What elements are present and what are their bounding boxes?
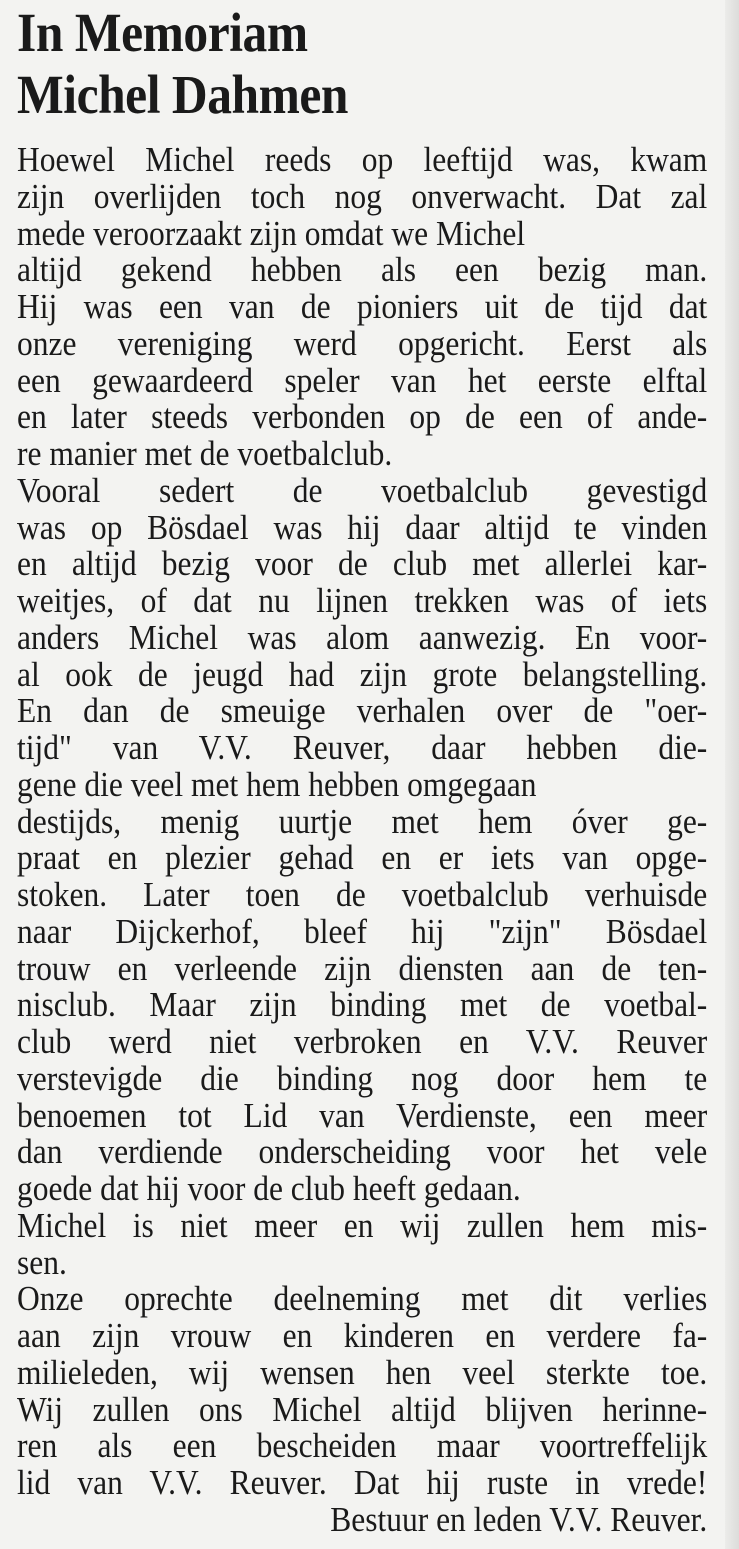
text-line-content: gene die veel met hem hebben omgegaan (17, 764, 537, 804)
text-line (17, 1428, 707, 1465)
text-line (17, 1134, 707, 1171)
text-line-content: destijds, menig uurtje met hem óver ge- (17, 801, 708, 841)
text-line (17, 840, 707, 877)
text-line (17, 142, 707, 179)
text-line-content: mede veroorzaakt zijn omdat we Michel (17, 213, 526, 253)
text-line (17, 213, 707, 253)
text-line-content: nisclub. Maar zijn binding met de voetbal- (17, 985, 708, 1025)
text-line (17, 801, 708, 841)
text-line (17, 764, 707, 804)
text-line-content: Michel is niet meer en wij zullen hem mis- (17, 1205, 708, 1245)
text-line (17, 1389, 708, 1429)
text-line (17, 399, 707, 436)
title-line-1: In Memoriam (17, 2, 308, 63)
text-line (17, 360, 708, 400)
text-line (17, 1205, 708, 1245)
text-line-content: dan verdiende onderscheiding voor het vele (17, 1132, 708, 1172)
text-line-content: ren als een bescheiden maar voortreffelijk (17, 1426, 708, 1466)
text-line-content: Vooral sedert de voetbalclub gevestigd (17, 470, 708, 510)
text-line-content: En dan de smeuige verhalen over de "oer- (17, 691, 708, 731)
text-line-content: al ook de jeugd had zijn grote belangstelling. (17, 654, 708, 694)
text-line-content: Wij zullen ons Michel altijd blijven herinne- (17, 1389, 708, 1429)
page-edge-shadow (725, 0, 739, 1549)
text-line-content: sen. (17, 1242, 67, 1282)
text-line (17, 252, 707, 289)
text-line (17, 323, 708, 363)
text-line-content: was op Bösdael was hij daar altijd te vinden (17, 507, 708, 547)
text-line (17, 583, 707, 620)
text-line (17, 289, 707, 326)
text-line-content: benoemen tot Lid van Verdienste, een meer (17, 1095, 708, 1135)
text-line-content: praat en plezier gehad en er iets van opge- (17, 838, 708, 878)
text-line (17, 176, 708, 216)
text-line-content: stoken. Later toen de voetbalclub verhuisde (17, 875, 708, 914)
text-line (17, 730, 707, 767)
text-line (17, 1465, 707, 1502)
text-line-content: altijd gekend hebben als een bezig man. (17, 250, 708, 290)
text-line-content: Hij was een van de pioniers uit de tijd dat (17, 287, 708, 326)
text-line (17, 1171, 707, 1208)
text-line (17, 1095, 708, 1135)
text-line-content: onze vereniging werd opgericht. Eerst als (17, 323, 708, 363)
text-line-content: Hoewel Michel reeds op leeftijd was, kwam (17, 140, 708, 179)
text-line (17, 654, 708, 694)
text-line (17, 1058, 708, 1098)
text-line (17, 987, 707, 1024)
text-line-content: trouw en verleende zijn diensten aan de ten- (17, 948, 708, 988)
title-line-2: Michel Dahmen (17, 64, 348, 125)
text-line (17, 546, 707, 583)
text-line (17, 1352, 708, 1392)
text-line-content: en altijd bezig voor de club met allerlei kar- (17, 544, 708, 584)
text-line-content: weitjes, of dat nu lijnen trekken was of iets (17, 581, 708, 620)
text-line (17, 911, 708, 951)
text-line (17, 693, 707, 730)
text-line (17, 948, 708, 988)
text-line (17, 877, 707, 914)
text-line-content: naar Dijckerhof, bleef hij "zijn" Bösdael (17, 911, 708, 951)
text-line-content: lid van V.V. Reuver. Dat hij ruste in vrede! (17, 1463, 708, 1502)
text-line (17, 1318, 707, 1355)
text-line-content: verstevigde die binding nog door hem te (17, 1058, 708, 1098)
text-line-content: anders Michel was alom aanwezig. En voor- (17, 617, 708, 657)
text-line (17, 507, 708, 547)
text-line-content: aan zijn vrouw en kinderen en verdere fa- (17, 1316, 708, 1355)
text-line-content: club werd niet verbroken en V.V. Reuver (17, 1022, 708, 1061)
text-line (17, 436, 707, 473)
text-line (17, 1281, 707, 1318)
text-line-content: tijd" van V.V. Reuver, daar hebben die- (17, 728, 708, 767)
text-line (17, 617, 708, 657)
text-line (17, 470, 708, 510)
text-line (17, 1024, 707, 1061)
text-line-content: Onze oprechte deelneming met dit verlies (17, 1279, 708, 1319)
text-line-content: en later steeds verbonden op de een of ande- (17, 397, 708, 437)
text-line-content: milieleden, wij wensen hen veel sterkte toe. (17, 1352, 708, 1392)
signature-text: Bestuur en leden V.V. Reuver. (330, 1499, 708, 1539)
article-body (17, 142, 707, 1539)
article-title (17, 2, 348, 126)
text-line-content: goede dat hij voor de club heeft gedaan. (17, 1169, 521, 1208)
text-line-content: re manier met de voetbalclub. (17, 434, 393, 473)
text-line (17, 1242, 707, 1282)
signature (17, 1499, 708, 1539)
text-line-content: zijn overlijden toch nog onverwacht. Dat zal (17, 176, 708, 216)
text-line-content: een gewaardeerd speler van het eerste elftal (17, 360, 708, 400)
